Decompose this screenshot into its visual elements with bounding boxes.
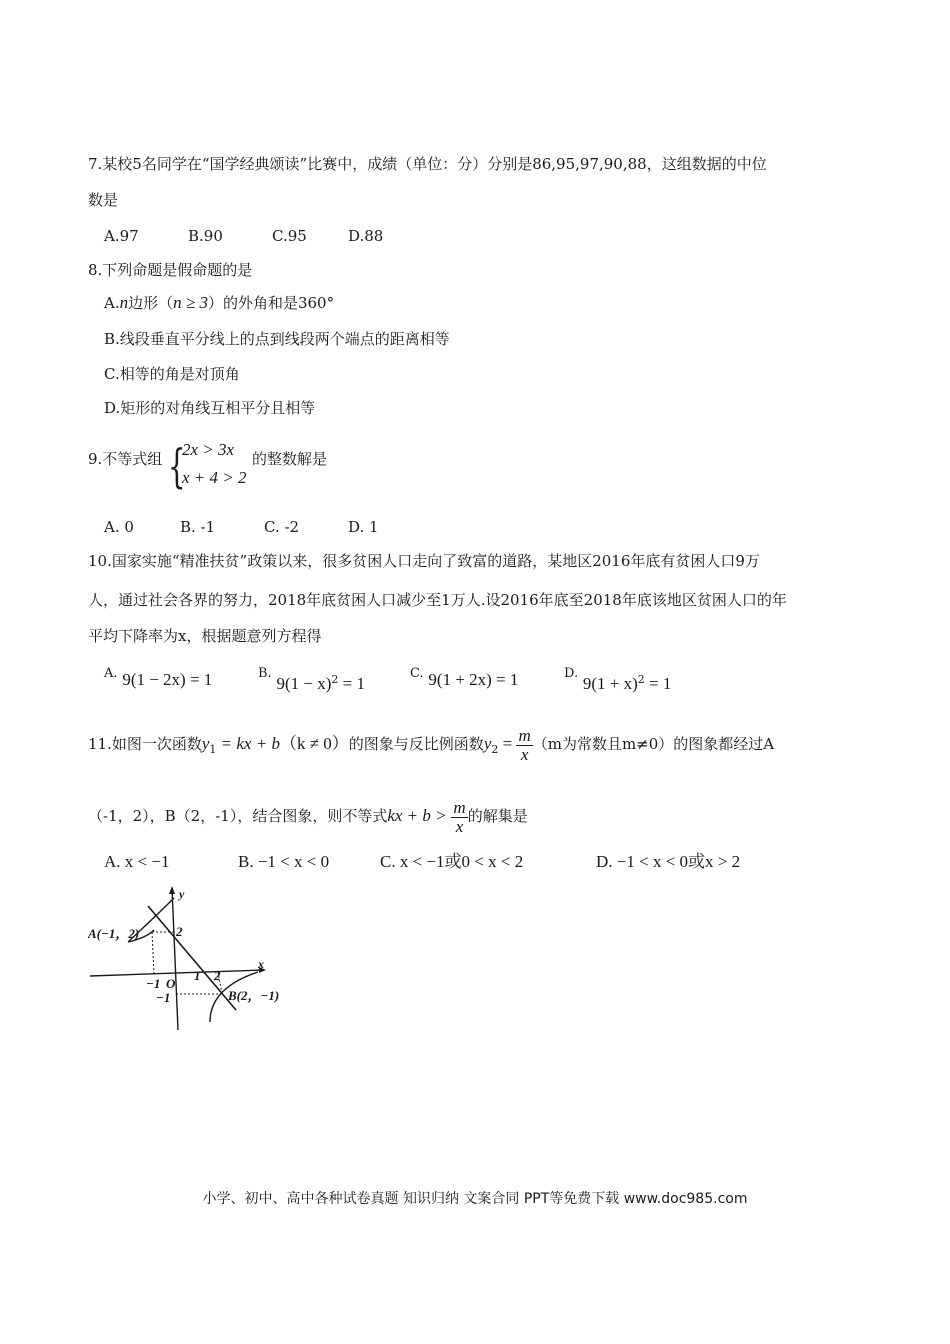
q10-stem-line2: 人，通过社会各界的努力，2018年底贫困人口减少至1万人.设2016年底至2018年底该地区贫困人口的年	[88, 591, 787, 609]
page-footer: 小学、初中、高中各种试卷真题 知识归纳 文案合同 PPT等免费下载 www.doc985.com	[202, 1191, 748, 1207]
q10-option-c-label: C.	[410, 666, 424, 681]
q8-option-a-n: n	[119, 293, 129, 312]
q9-option-a: A. 0	[104, 518, 134, 536]
q11-eq2: =	[498, 734, 517, 753]
q10-option-a-expr: 9(1 − 2x) = 1	[122, 670, 213, 689]
q10-option-b	[258, 666, 365, 694]
q10-option-a	[104, 666, 213, 690]
q11-figure	[88, 884, 288, 1032]
q9-row1: 2x > 3x	[182, 440, 235, 459]
q11-line2-end: 的解集是	[467, 807, 528, 825]
q8-option-a-mid: 边形（	[128, 294, 174, 312]
q9-row2: x + 4 > 2	[182, 468, 247, 487]
q11-linear-eq: = kx + b	[216, 734, 280, 753]
q8-option-c: C.相等的角是对顶角	[104, 365, 240, 383]
x-axis	[90, 970, 264, 976]
q9-option-c: C. -2	[264, 518, 300, 536]
q11-option-d: D. −1 < x < 0或x > 2	[596, 852, 741, 871]
q10-option-d-rest: = 1	[644, 674, 672, 693]
q11-y2: y	[483, 734, 492, 753]
q11-mid-text: 的图象与反比例函数	[348, 735, 484, 753]
y-axis	[172, 888, 178, 1030]
q10-option-b-label: B.	[258, 666, 272, 681]
q10-stem-line1: 10.国家实施“精准扶贫”政策以来，很多贫困人口走向了致富的道路，某地区2016年底有贫困人口9万	[88, 552, 760, 570]
q9-option-d: D. 1	[348, 518, 379, 536]
q10-option-a-label: A.	[104, 666, 118, 681]
q11-fraction-denominator: x	[520, 744, 529, 764]
q10-stem-line3: 平均下降率为x，根据题意列方程得	[88, 627, 322, 645]
q9-option-b: B. -1	[180, 518, 216, 536]
q10-option-b-exponent: 2	[331, 673, 339, 686]
q7-options	[104, 226, 383, 246]
q8-option-a	[104, 293, 334, 313]
q11-inequality-numerator: m	[453, 797, 466, 817]
tick-x-2: 2	[214, 968, 221, 983]
q11-stem-line1	[88, 724, 774, 770]
tick-y-neg1: −1	[156, 990, 171, 1005]
q11-prefix: 11.如图一次函数	[88, 735, 202, 753]
q11-stem-line2	[88, 796, 528, 836]
q9-prefix: 9.不等式组	[88, 450, 163, 468]
q9-inequality-system	[168, 438, 258, 494]
q10-option-d-label: D.	[564, 666, 579, 681]
q9-suffix: 的整数解是	[252, 450, 328, 468]
q11-fraction	[516, 727, 532, 764]
q10-option-b-rest: = 1	[338, 674, 365, 693]
q11-option-b: B. −1 < x < 0	[238, 852, 330, 871]
q11-option-a: A. x < −1	[104, 852, 170, 871]
q11-y2-sub: 2	[491, 743, 499, 756]
q9-options	[104, 517, 379, 537]
q11-line2-text: （-1，2），B（2，-1），结合图象，则不等式	[88, 807, 388, 825]
q7-stem-line1: 7.某校5名同学在“国学经典颂读”比赛中，成绩（单位：分）分别是86,95,97,90,88，这组数据的中位	[88, 155, 767, 173]
q10-option-d-base: 9(1 + x)	[582, 674, 638, 693]
q10-option-c	[410, 666, 519, 690]
q8-stem: 8.下列命题是假命题的是	[88, 261, 253, 279]
q8-option-a-suffix: ）的外角和是360°	[207, 294, 335, 312]
q7-option-c: C.95	[272, 227, 307, 245]
q11-inequality-denominator: x	[455, 816, 464, 836]
q10-option-d-exponent: 2	[637, 673, 645, 686]
q11-suffix: （m为常数且m≠0）的图象都经过A	[532, 735, 775, 753]
q8-option-d: D.矩形的对角线互相平分且相等	[104, 399, 316, 417]
tick-y-2: 2	[176, 924, 183, 939]
q7-option-a: A.97	[104, 227, 139, 245]
label-x-axis: x	[258, 957, 264, 971]
q9-brace: {	[168, 439, 186, 493]
label-point-b: B(2，−1)	[228, 988, 280, 1003]
q10-option-d	[564, 666, 672, 694]
q11-fraction-numerator: m	[518, 725, 531, 745]
q11-y1-sub: 1	[209, 743, 217, 756]
q8-option-b: B.线段垂直平分线上的点到线段两个端点的距离相等	[104, 330, 450, 348]
q10-option-b-base: 9(1 − x)	[276, 674, 332, 693]
q11-inequality-fraction	[451, 799, 467, 836]
q10-option-c-expr: 9(1 + 2x) = 1	[428, 670, 519, 689]
y-axis-arrow	[169, 886, 175, 894]
q11-inequality: kx + b >	[387, 806, 447, 825]
tick-origin: O	[166, 976, 176, 991]
label-point-a: A(−1，2)	[88, 926, 140, 941]
q8-option-a-prefix: A.	[104, 294, 120, 312]
q11-option-c: C. x < −1或0 < x < 2	[380, 852, 524, 871]
q11-options	[104, 852, 740, 872]
q7-stem-line2: 数是	[88, 191, 119, 209]
label-y-axis: y	[179, 887, 185, 901]
q7-option-b: B.90	[188, 227, 223, 245]
q8-option-a-condition: n ≥ 3	[173, 293, 208, 312]
tick-x-1: 1	[194, 968, 201, 983]
tick-x-neg1: −1	[146, 976, 161, 991]
q7-option-d: D.88	[348, 227, 384, 245]
q11-y1: y	[201, 734, 210, 753]
guide-a-vertical	[152, 932, 154, 974]
q11-k-condition: （k ≠ 0）	[279, 734, 349, 753]
